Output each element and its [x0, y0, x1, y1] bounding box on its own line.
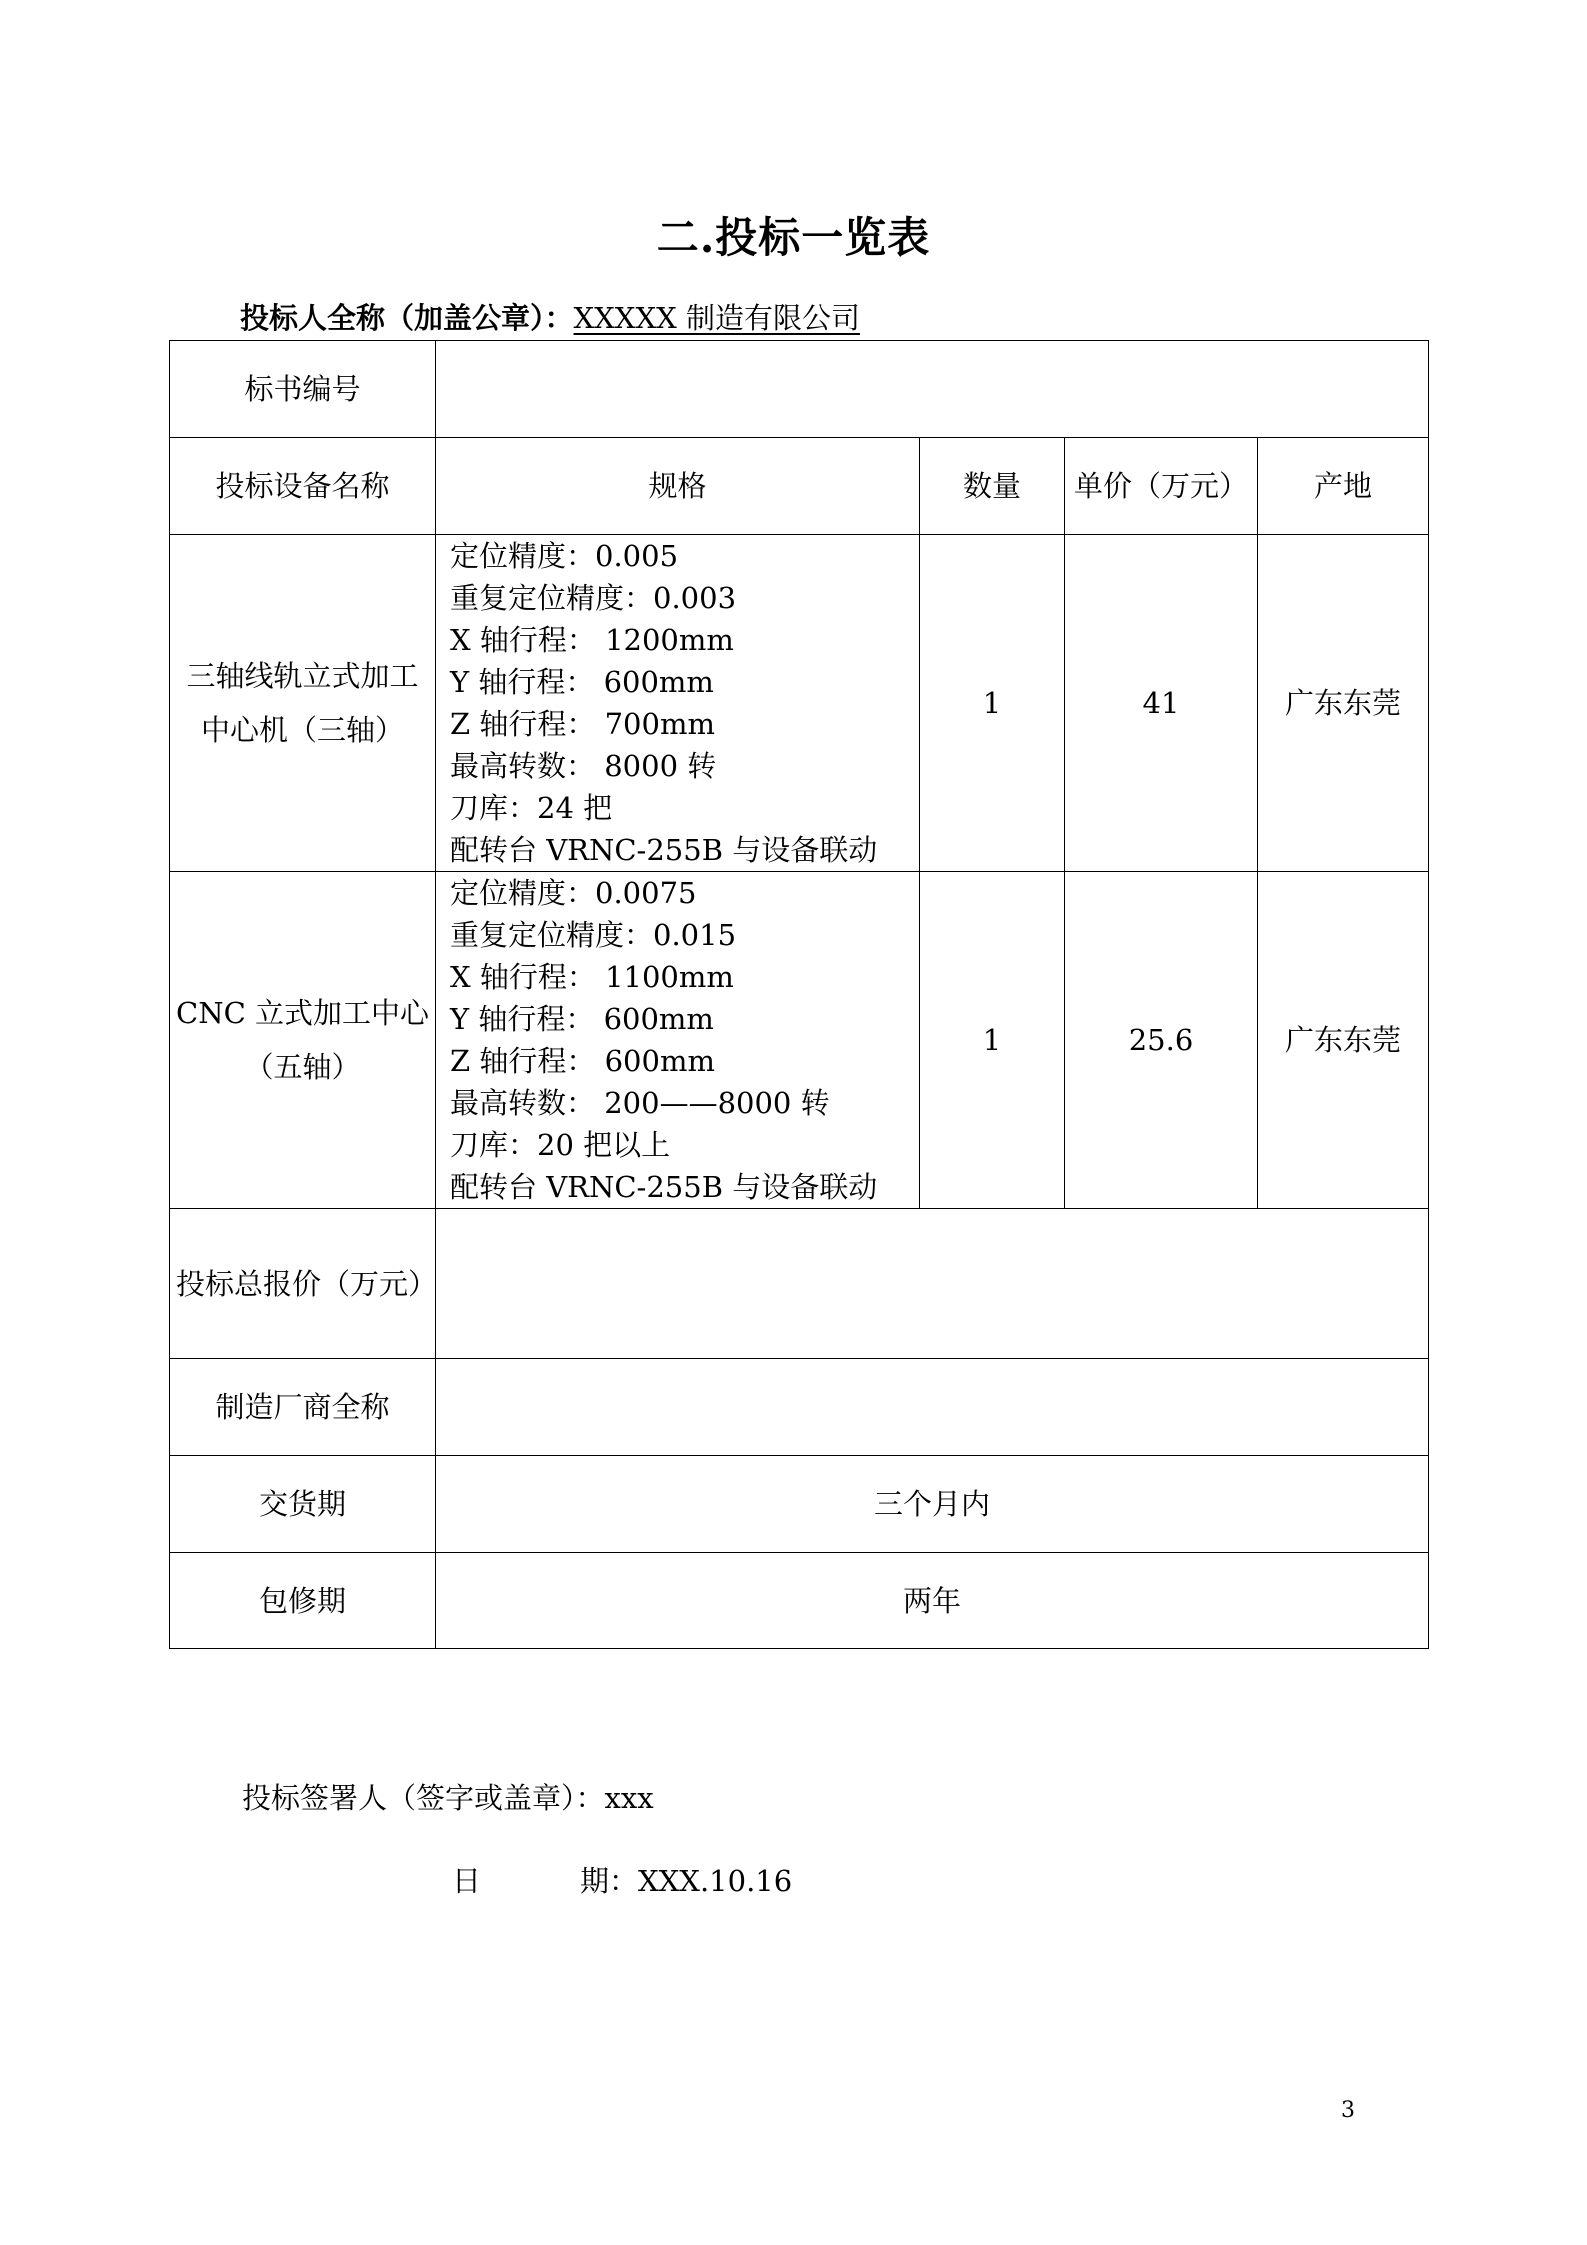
spec-line: X 轴行程： 1100mm — [450, 960, 734, 994]
spec-line: 刀库：20 把以上 — [450, 1128, 671, 1162]
spec-line: 定位精度：0.0075 — [450, 876, 697, 910]
spec-line: Y 轴行程： 600mm — [450, 665, 714, 699]
spec-line: 重复定位精度：0.015 — [450, 918, 737, 952]
delivery-value: 三个月内 — [436, 1456, 1429, 1553]
table-row — [170, 1209, 1429, 1359]
table-row — [170, 341, 1429, 438]
table-row — [170, 1359, 1429, 1456]
item-name: CNC 立式加工中心（五轴） — [170, 872, 436, 1209]
bidder-label: 投标人全称（加盖公章）： — [240, 301, 574, 335]
date-label-2: 期： — [580, 1864, 639, 1898]
bid-number-label: 标书编号 — [170, 341, 436, 438]
spec-line: 定位精度：0.005 — [450, 539, 679, 573]
header-qty: 数量 — [920, 438, 1065, 535]
warranty-label: 包修期 — [170, 1553, 436, 1649]
item-price: 41 — [1065, 535, 1258, 872]
header-price: 单价（万元） — [1065, 438, 1258, 535]
item-spec — [436, 535, 920, 872]
manufacturer-value — [436, 1359, 1429, 1456]
item-origin: 广东东莞 — [1258, 872, 1429, 1209]
bid-number-value — [436, 341, 1429, 438]
date-line — [452, 1859, 792, 1900]
spec-line: Y 轴行程： 600mm — [450, 1002, 714, 1036]
spec-line: 配转台 VRNC-255B 与设备联动 — [450, 1170, 878, 1204]
page-title: 二.投标一览表 — [656, 213, 931, 262]
table-header-row — [170, 438, 1429, 535]
item-name: 三轴线轨立式加工中心机（三轴） — [170, 535, 436, 872]
item-spec — [436, 872, 920, 1209]
total-price-label: 投标总报价（万元） — [170, 1209, 436, 1359]
table-row — [170, 872, 1429, 1209]
header-spec: 规格 — [436, 438, 920, 535]
spec-line: 刀库：24 把 — [450, 791, 613, 825]
spec-line: 重复定位精度：0.003 — [450, 581, 737, 615]
item-qty: 1 — [920, 872, 1065, 1209]
table-row — [170, 1456, 1429, 1553]
header-origin: 产地 — [1258, 438, 1429, 535]
spec-line: 配转台 VRNC-255B 与设备联动 — [450, 833, 878, 867]
bidder-name: XXXXX 制造有限公司 — [573, 301, 860, 335]
warranty-value: 两年 — [436, 1553, 1429, 1649]
spec-line: Z 轴行程： 600mm — [450, 1044, 715, 1078]
item-price: 25.6 — [1065, 872, 1258, 1209]
signer-label: 投标签署人（签字或盖章）： — [242, 1781, 605, 1815]
signer-value: xxx — [604, 1781, 654, 1815]
manufacturer-label: 制造厂商全称 — [170, 1359, 436, 1456]
page-number: 3 — [1341, 2098, 1355, 2123]
spec-line: 最高转数： 8000 转 — [450, 749, 717, 783]
signer-line — [242, 1776, 654, 1817]
delivery-label: 交货期 — [170, 1456, 436, 1553]
table-row — [170, 535, 1429, 872]
spec-line: X 轴行程： 1200mm — [450, 623, 734, 657]
date-value: XXX.10.16 — [638, 1864, 793, 1898]
spec-line: Z 轴行程： 700mm — [450, 707, 715, 741]
total-price-value — [436, 1209, 1429, 1359]
bid-summary-table — [169, 340, 1429, 1649]
spec-line: 最高转数： 200——8000 转 — [450, 1086, 830, 1120]
date-label-1: 日 — [452, 1864, 482, 1898]
item-origin: 广东东莞 — [1258, 535, 1429, 872]
item-qty: 1 — [920, 535, 1065, 872]
header-name: 投标设备名称 — [170, 438, 436, 535]
bidder-line — [240, 296, 860, 337]
table-row — [170, 1553, 1429, 1649]
